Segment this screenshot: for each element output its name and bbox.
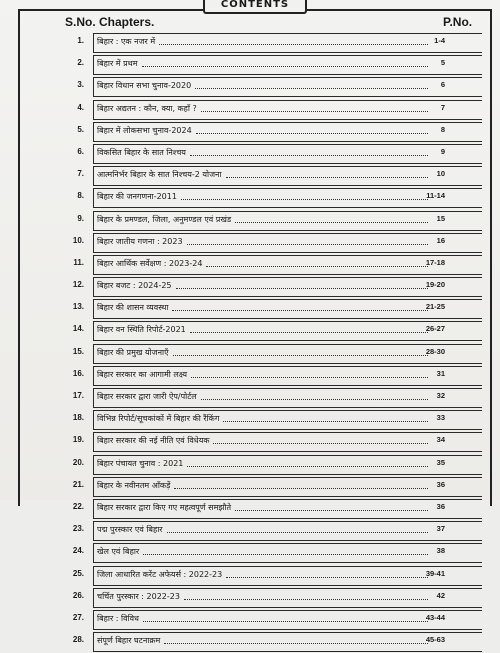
contents-banner: CONTENTS <box>203 0 307 14</box>
page-number: 38 <box>436 546 445 556</box>
list-item[interactable] <box>0 409 500 431</box>
chapter-title: जिला आधारित करेंट अफेयर्स : 2022-23 <box>97 569 223 579</box>
chapter-number: 19. <box>72 435 84 445</box>
dot-leader <box>174 482 428 489</box>
chapter-number: 17. <box>72 391 84 400</box>
chapter-title: बिहार की शासन व्यवस्था <box>97 303 169 313</box>
chapter-number: 4. <box>77 102 84 112</box>
chapter-title: बिहार : एक नजर में <box>97 37 156 46</box>
list-item[interactable] <box>0 210 500 232</box>
dot-leader <box>172 304 428 311</box>
dot-leader <box>159 38 428 45</box>
list-item[interactable] <box>0 631 500 653</box>
contents-list <box>0 32 500 653</box>
chapter-title: बिहार आर्थिक सर्वेक्षण : 2023-24 <box>97 258 203 268</box>
chapter-title: बिहार की प्रमुख योजनाएँ <box>97 347 169 357</box>
chapter-title: बिहार के प्रमण्डल, जिला, अनुमण्डल एवं प्रखंड <box>97 214 232 224</box>
chapter-title: आत्मनिर्भर बिहार के सात निश्चय-2 योजना <box>97 170 222 180</box>
page-number: 39-41 <box>425 568 445 578</box>
page-number: 15 <box>436 213 445 223</box>
chapter-number: 28. <box>72 635 84 645</box>
header-chapters: Chapters. <box>99 15 155 29</box>
list-item[interactable] <box>0 454 500 476</box>
page-number: 5 <box>440 58 445 68</box>
chapter-title: बिहार में प्रथम <box>97 59 138 69</box>
page-number: 1-4 <box>434 36 445 45</box>
chapter-number: 3. <box>77 80 84 90</box>
chapter-title: विकसित बिहार के सात निश्चय <box>97 147 186 157</box>
list-item[interactable] <box>0 565 500 587</box>
page-number: 43-44 <box>425 612 445 622</box>
dot-leader <box>164 637 428 644</box>
page-number: 11-14 <box>426 191 445 201</box>
chapter-number: 16. <box>72 368 84 378</box>
page-number: 10 <box>436 169 445 179</box>
list-item[interactable] <box>0 320 500 342</box>
chapter-number: 23. <box>72 524 84 534</box>
chapter-number: 5. <box>77 124 84 134</box>
chapter-title: बिहार के नवीनतम आँकड़ें <box>97 480 171 490</box>
header-pno: P.No. <box>443 15 473 29</box>
page-number: 26-27 <box>425 324 445 334</box>
dot-leader <box>142 60 428 67</box>
dot-leader <box>143 548 428 555</box>
chapter-number: 8. <box>77 191 84 201</box>
page-number: 21-25 <box>425 302 445 312</box>
list-item[interactable] <box>0 254 500 276</box>
page-number: 19-20 <box>425 280 445 290</box>
list-item[interactable] <box>0 298 500 320</box>
dot-leader <box>196 127 428 134</box>
chapter-title: खेल एवं बिहार <box>97 547 140 557</box>
chapter-number: 20. <box>72 457 84 467</box>
chapter-number: 27. <box>72 612 84 622</box>
page-number: 42 <box>436 590 445 600</box>
dot-leader <box>173 349 428 356</box>
page-number: 6 <box>440 80 445 90</box>
chapter-title: बिहार विधान सभा चुनाव-2020 <box>97 81 192 91</box>
chapter-title: चर्चित पुरस्कार : 2022-23 <box>97 591 180 601</box>
chapter-title: विभिन्न रिपोर्ट/सूचकांकों में बिहार की रैंकिंग <box>97 414 220 424</box>
chapter-title: बिहार सरकार का आगामी लक्ष्य <box>97 369 188 379</box>
page-number: 36 <box>436 501 445 511</box>
page-number: 35 <box>436 457 445 467</box>
page-number: 33 <box>436 413 445 423</box>
dot-leader <box>176 282 428 289</box>
chapter-title: बिहार सरकार की नई नीति एवं विधेयक <box>97 436 210 446</box>
chapter-number: 25. <box>72 568 84 578</box>
dot-leader <box>190 149 428 156</box>
list-item[interactable] <box>0 431 500 453</box>
chapter-number: 22. <box>72 501 84 511</box>
list-item[interactable] <box>0 99 500 121</box>
chapter-number: 15. <box>72 346 84 356</box>
chapter-number: 24. <box>72 546 84 556</box>
list-item[interactable] <box>0 343 500 365</box>
dot-leader <box>213 437 428 444</box>
chapter-number: 1. <box>77 36 84 45</box>
dot-leader <box>187 238 428 245</box>
dot-leader <box>206 260 428 267</box>
page-number: 7 <box>440 102 445 112</box>
list-item[interactable] <box>0 520 500 542</box>
chapter-title: बिहार सरकार द्वारा किए गए महत्वपूर्ण समझौते <box>97 502 232 512</box>
page-number: 34 <box>436 435 445 445</box>
chapter-title: बिहार अद्यतन : कौन, क्या, कहाँ ? <box>97 103 197 113</box>
dot-leader <box>226 571 428 578</box>
list-item[interactable] <box>0 365 500 387</box>
chapter-title: बिहार : विविध <box>97 613 139 623</box>
chapter-number: 13. <box>72 302 84 312</box>
page-number: 9 <box>440 146 445 156</box>
list-item[interactable] <box>0 187 500 209</box>
chapter-number: 18. <box>72 413 84 423</box>
list-item[interactable] <box>0 54 500 76</box>
dot-leader <box>184 593 428 600</box>
chapter-title: संपूर्ण बिहार घटनाक्रम <box>97 636 161 646</box>
dot-leader <box>223 415 428 422</box>
chapter-number: 26. <box>72 590 84 600</box>
list-item[interactable] <box>0 498 500 520</box>
page-number: 31 <box>436 368 445 378</box>
dot-leader <box>195 82 428 89</box>
list-item[interactable] <box>0 143 500 165</box>
page-number: 28-30 <box>425 346 445 356</box>
page-number: 17-18 <box>425 257 445 267</box>
dot-leader <box>187 460 428 467</box>
dot-leader <box>143 615 428 622</box>
header-left <box>65 15 154 31</box>
chapter-number: 14. <box>72 324 84 334</box>
chapter-title: बिहार की जनगणना-2011 <box>97 192 177 202</box>
dot-leader <box>235 216 428 223</box>
chapter-number: 11. <box>73 257 84 267</box>
list-item[interactable] <box>0 476 500 498</box>
chapter-number: 21. <box>72 479 84 489</box>
list-item[interactable] <box>0 232 500 254</box>
dot-leader <box>181 193 428 200</box>
list-item[interactable] <box>0 587 500 609</box>
list-item[interactable] <box>0 387 500 409</box>
page-number: 32 <box>436 391 445 400</box>
chapter-number: 10. <box>72 235 84 245</box>
chapter-title: बिहार वन स्थिति रिपोर्ट-2021 <box>97 325 186 335</box>
chapter-title: बिहार सरकार द्वारा जारी ऐप/पोर्टल <box>97 392 197 401</box>
dot-leader <box>235 504 428 511</box>
dot-leader <box>201 105 428 112</box>
chapter-number: 12. <box>72 280 84 290</box>
list-item[interactable] <box>0 165 500 187</box>
page-number: 36 <box>436 479 445 489</box>
chapter-number: 2. <box>77 58 84 68</box>
page-number: 16 <box>436 235 445 245</box>
page-number: 45-63 <box>425 635 445 645</box>
chapter-number: 9. <box>77 213 84 223</box>
list-item[interactable] <box>0 32 500 54</box>
chapter-title: पद्म पुरस्कार एवं बिहार <box>97 525 163 535</box>
chapter-number: 6. <box>77 146 84 156</box>
header-sno: S.No. <box>65 15 96 29</box>
chapter-title: बिहार जातीय गणना : 2023 <box>97 236 183 246</box>
list-item[interactable] <box>0 609 500 631</box>
dot-leader <box>167 526 428 533</box>
dot-leader <box>190 326 428 333</box>
chapter-title: बिहार में लोकसभा चुनाव-2024 <box>97 125 192 135</box>
dot-leader <box>191 371 428 378</box>
page-number: 8 <box>440 124 445 134</box>
dot-leader <box>226 171 428 178</box>
chapter-number: 7. <box>77 169 84 179</box>
list-item[interactable] <box>0 542 500 564</box>
list-item[interactable] <box>0 276 500 298</box>
page-number: 37 <box>436 524 445 534</box>
list-item[interactable] <box>0 76 500 98</box>
chapter-title: बिहार बजट : 2024-25 <box>97 281 172 291</box>
dot-leader <box>201 393 428 400</box>
list-item[interactable] <box>0 121 500 143</box>
chapter-title: बिहार पंचायत चुनाव : 2021 <box>97 458 184 468</box>
